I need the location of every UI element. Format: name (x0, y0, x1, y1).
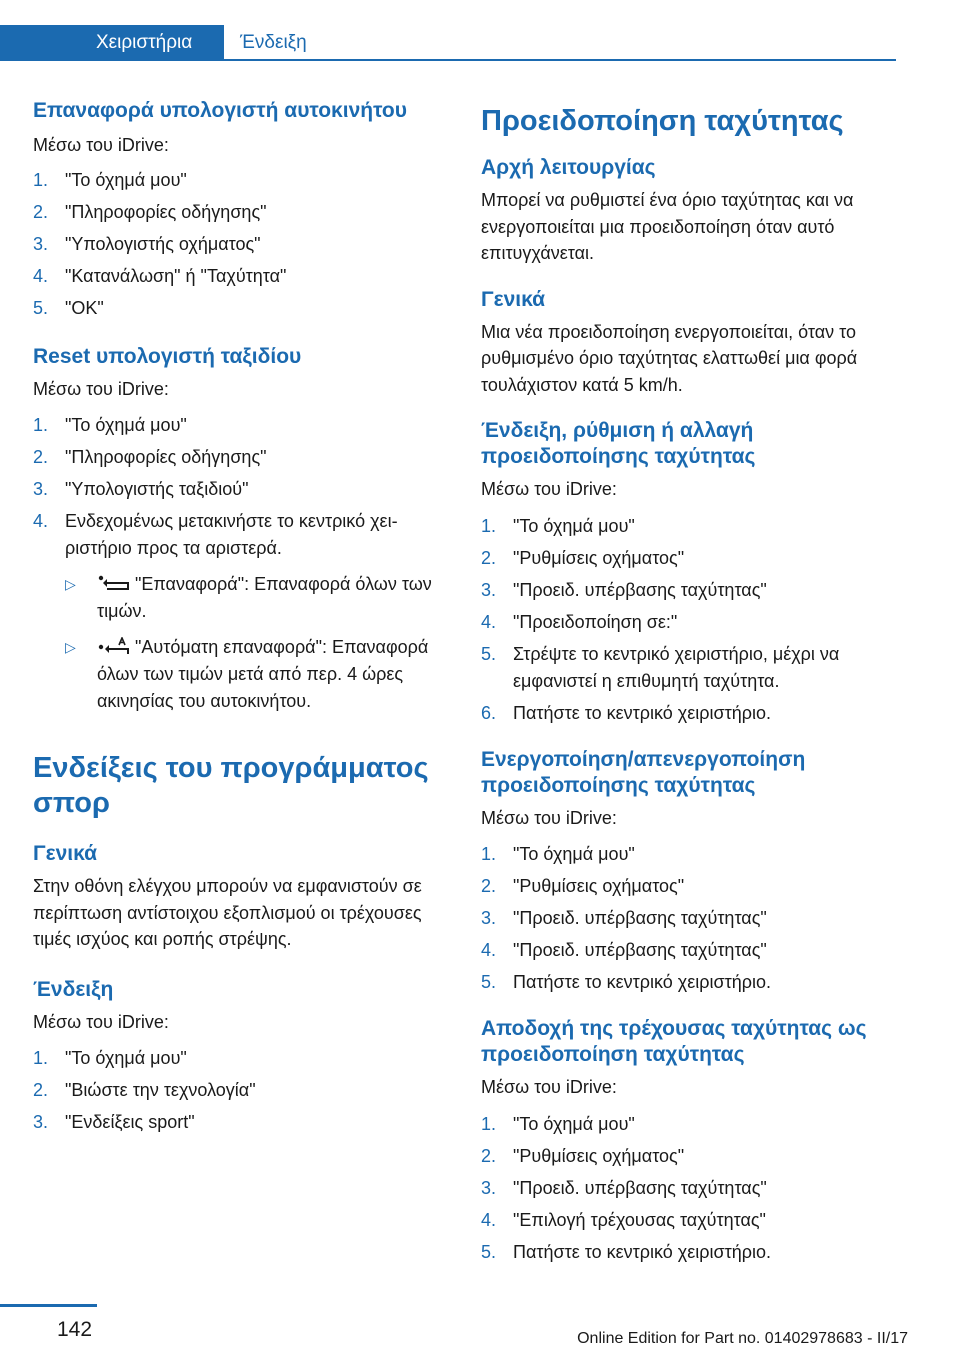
paragraph-general: Στην οθόνη ελέγχου μπορούν να εμφανιστούν σε περίπτωση αντίστοιχου εξοπλισμού οι τρέχουσες τιμές ισχύος και ροπής στρέψης. (33, 876, 422, 949)
list-item (481, 905, 901, 932)
step-number: 2. (33, 447, 49, 467)
triangle-bullet-icon: ▷ (65, 576, 76, 592)
step-text: "Πληροφορίες οδήγησης" (65, 201, 267, 222)
step-number: 3. (481, 908, 497, 928)
step-number: 2. (481, 547, 497, 568)
step-text: "Προειδ. υπέρβασης ταχύτητας" (513, 940, 767, 960)
list-item (33, 476, 453, 503)
step-number: 2. (33, 201, 49, 222)
heading-speed-warning: Προειδοποίηση ταχύτητας (481, 105, 844, 137)
list-item (481, 700, 901, 727)
step-number: 2. (33, 1080, 49, 1100)
step-number: 2. (481, 1145, 497, 1166)
step-text: "Ρυθμίσεις οχήματος" (513, 876, 685, 896)
list-item (481, 641, 901, 695)
step-number: 5. (33, 297, 49, 318)
heading-activate-deactivate: Ενεργοποίηση/απενεργοποίηση προειδοποίησης ταχύτητας (481, 747, 806, 797)
heading-display: Ένδειξη (33, 977, 114, 1001)
list-item (481, 1143, 901, 1170)
step-number: 4. (33, 511, 49, 531)
step-number: 1. (481, 515, 497, 536)
step-number: 5. (481, 643, 497, 664)
step-text: "Επιλογή τρέχουσας ταχύτητας" (513, 1209, 766, 1230)
triangle-bullet-icon: ▷ (65, 639, 76, 655)
heading-accept-current-speed: Αποδοχή της τρέχουσας ταχύτητας ως προειδοποίηση ταχύτητας (481, 1017, 867, 1066)
step-number: 2. (481, 876, 497, 896)
intro-text: Μέσω του iDrive: (33, 378, 169, 399)
list-item (481, 873, 901, 900)
heading-general: Γενικά (481, 287, 546, 311)
list-item (481, 969, 901, 996)
paragraph-general: Μια νέα προειδοποίηση ενεργοποιείται, όταν το ρυθμισμένο όριο ταχύτητας ελαττωθεί μια φορά τουλάχιστον κατά 5 km/h. (481, 321, 858, 395)
step-text: "Προειδοποίηση σε:" (513, 611, 678, 632)
step-number: 4. (481, 940, 497, 960)
step-text: "Προειδ. υπέρβασης ταχύτητας" (513, 908, 767, 928)
list-item (33, 167, 453, 194)
sub-text: "Επαναφορά": Επαναφορά όλων των τιμών. (97, 574, 432, 621)
step-text: "Το όχημά μου" (513, 844, 635, 864)
reset-icon (97, 574, 131, 592)
step-text: Πατήστε το κεντρικό χειριστήριο. (513, 702, 771, 723)
step-number: 6. (481, 702, 497, 723)
heading-general: Γενικά (33, 842, 98, 865)
sub-options (65, 571, 453, 715)
steps-reset-trip-computer (33, 412, 453, 715)
step-text: "Το όχημά μου" (65, 415, 187, 435)
header-section-controls: Χειριστήρια (0, 25, 224, 61)
page-header (0, 25, 896, 63)
list-item (33, 295, 453, 322)
list-item (33, 1077, 453, 1104)
paragraph-principle: Μπορεί να ρυθμιστεί ένα όριο ταχύτητας και να ενεργοποιείται μια προειδοποίηση όταν αυτό επιτυγχάνεται. (481, 190, 854, 263)
steps-set-speed-warning (481, 513, 901, 727)
intro-text: Μέσω του iDrive: (481, 807, 617, 828)
header-section-display: Ένδειξη (240, 32, 307, 53)
list-item (481, 577, 901, 604)
page-number: 142 (57, 1318, 93, 1341)
step-text: "Βιώστε την τεχνολογία" (65, 1080, 256, 1100)
step-text: "Προειδ. υπέρβασης ταχύτητας" (513, 579, 767, 600)
list-item (33, 263, 453, 290)
list-item (481, 841, 901, 868)
step-text: Πατήστε το κεντρικό χειριστήριο. (513, 1241, 771, 1262)
steps-activate-speed-warning (481, 841, 901, 996)
step-text: "Το όχημά μου" (513, 1113, 635, 1134)
list-item (33, 199, 453, 226)
steps-accept-current-speed (481, 1111, 901, 1266)
step-number: 1. (481, 844, 497, 864)
step-number: 3. (481, 579, 497, 600)
sub-text: "Αυτόματη επαναφορά": Επαναφορά όλων των τιμών μετά από περ. 4 ώρες ακινησίας του αυτοκινήτου. (97, 637, 429, 711)
step-number: 3. (33, 479, 49, 499)
list-item (481, 609, 901, 636)
step-number: 3. (33, 233, 49, 254)
step-text: Ενδεχομένως μετακινήστε το κεντρικό χειριστήριο προς τα αριστερά. (65, 511, 398, 558)
step-text: "Υπολογιστής οχήματος" (65, 233, 261, 254)
step-number: 4. (481, 1209, 497, 1230)
list-item (481, 545, 901, 572)
intro-text: Μέσω του iDrive: (481, 479, 617, 499)
heading-reset-trip-computer: Reset υπολογιστή ταξιδίου (33, 344, 302, 368)
step-text: "Το όχημά μου" (513, 515, 635, 536)
heading-principle: Αρχή λειτουργίας (481, 156, 656, 179)
list-item (33, 508, 453, 715)
step-number: 3. (481, 1177, 497, 1198)
intro-text: Μέσω του iDrive: (33, 1011, 169, 1032)
step-text: "OK" (65, 297, 104, 318)
step-text: "Πληροφορίες οδήγησης" (65, 447, 267, 467)
step-number: 1. (33, 169, 49, 190)
heading-display-set-change: Ένδειξη, ρύθμιση ή αλλαγή προειδοποίησης ταχύτητας (481, 419, 756, 468)
step-number: 4. (33, 265, 49, 286)
list-item (33, 412, 453, 439)
intro-text: Μέσω του iDrive: (481, 1077, 617, 1097)
step-number: 1. (33, 415, 49, 435)
step-text: "Ενδείξεις sport" (65, 1112, 195, 1132)
list-item (481, 1111, 901, 1138)
sub-list-item (65, 571, 453, 625)
list-item (33, 444, 453, 471)
list-item (481, 513, 901, 540)
step-text: "Προειδ. υπέρβασης ταχύτητας" (513, 1177, 767, 1198)
step-number: 4. (481, 611, 497, 632)
left-column (33, 98, 453, 1141)
list-item (481, 937, 901, 964)
steps-reset-vehicle-computer (33, 167, 453, 322)
right-column (481, 98, 901, 1271)
step-text: "Ρυθμίσεις οχήματος" (513, 1145, 685, 1166)
auto-reset-icon (97, 637, 131, 655)
list-item (481, 1239, 901, 1266)
step-text: Στρέψτε το κεντρικό χειριστήριο, μέχρι να εμφανιστεί η επιθυμητή ταχύτητα. (513, 643, 840, 691)
list-item (481, 1207, 901, 1234)
step-text: "Υπολογιστής ταξιδιού" (65, 479, 249, 499)
list-item (33, 1109, 453, 1136)
edition-note: Online Edition for Part no. 01402978683 - II/17 (577, 1330, 908, 1347)
footer-divider (0, 1304, 97, 1307)
list-item (481, 1175, 901, 1202)
step-number: 5. (481, 1241, 497, 1262)
step-text: Πατήστε το κεντρικό χειριστήριο. (513, 972, 771, 992)
step-number: 5. (481, 972, 497, 992)
heading-reset-vehicle-computer: Επαναφορά υπολογιστή αυτοκινήτου (33, 99, 407, 122)
list-item (33, 1045, 453, 1072)
heading-sport-displays: Ενδείξεις του προγράμματος σπορ (33, 752, 429, 819)
header-divider (0, 59, 896, 61)
step-number: 1. (481, 1113, 497, 1134)
step-text: "Το όχημά μου" (65, 1048, 187, 1068)
steps-sport-displays (33, 1045, 453, 1136)
step-text: "Το όχημά μου" (65, 169, 187, 190)
step-number: 1. (33, 1048, 49, 1068)
step-text: "Ρυθμίσεις οχήματος" (513, 547, 685, 568)
step-number: 3. (33, 1112, 49, 1132)
intro-text: Μέσω του iDrive: (33, 135, 169, 155)
list-item (33, 231, 453, 258)
step-text: "Κατανάλωση" ή "Ταχύτητα" (65, 265, 287, 286)
sub-list-item (65, 634, 453, 715)
